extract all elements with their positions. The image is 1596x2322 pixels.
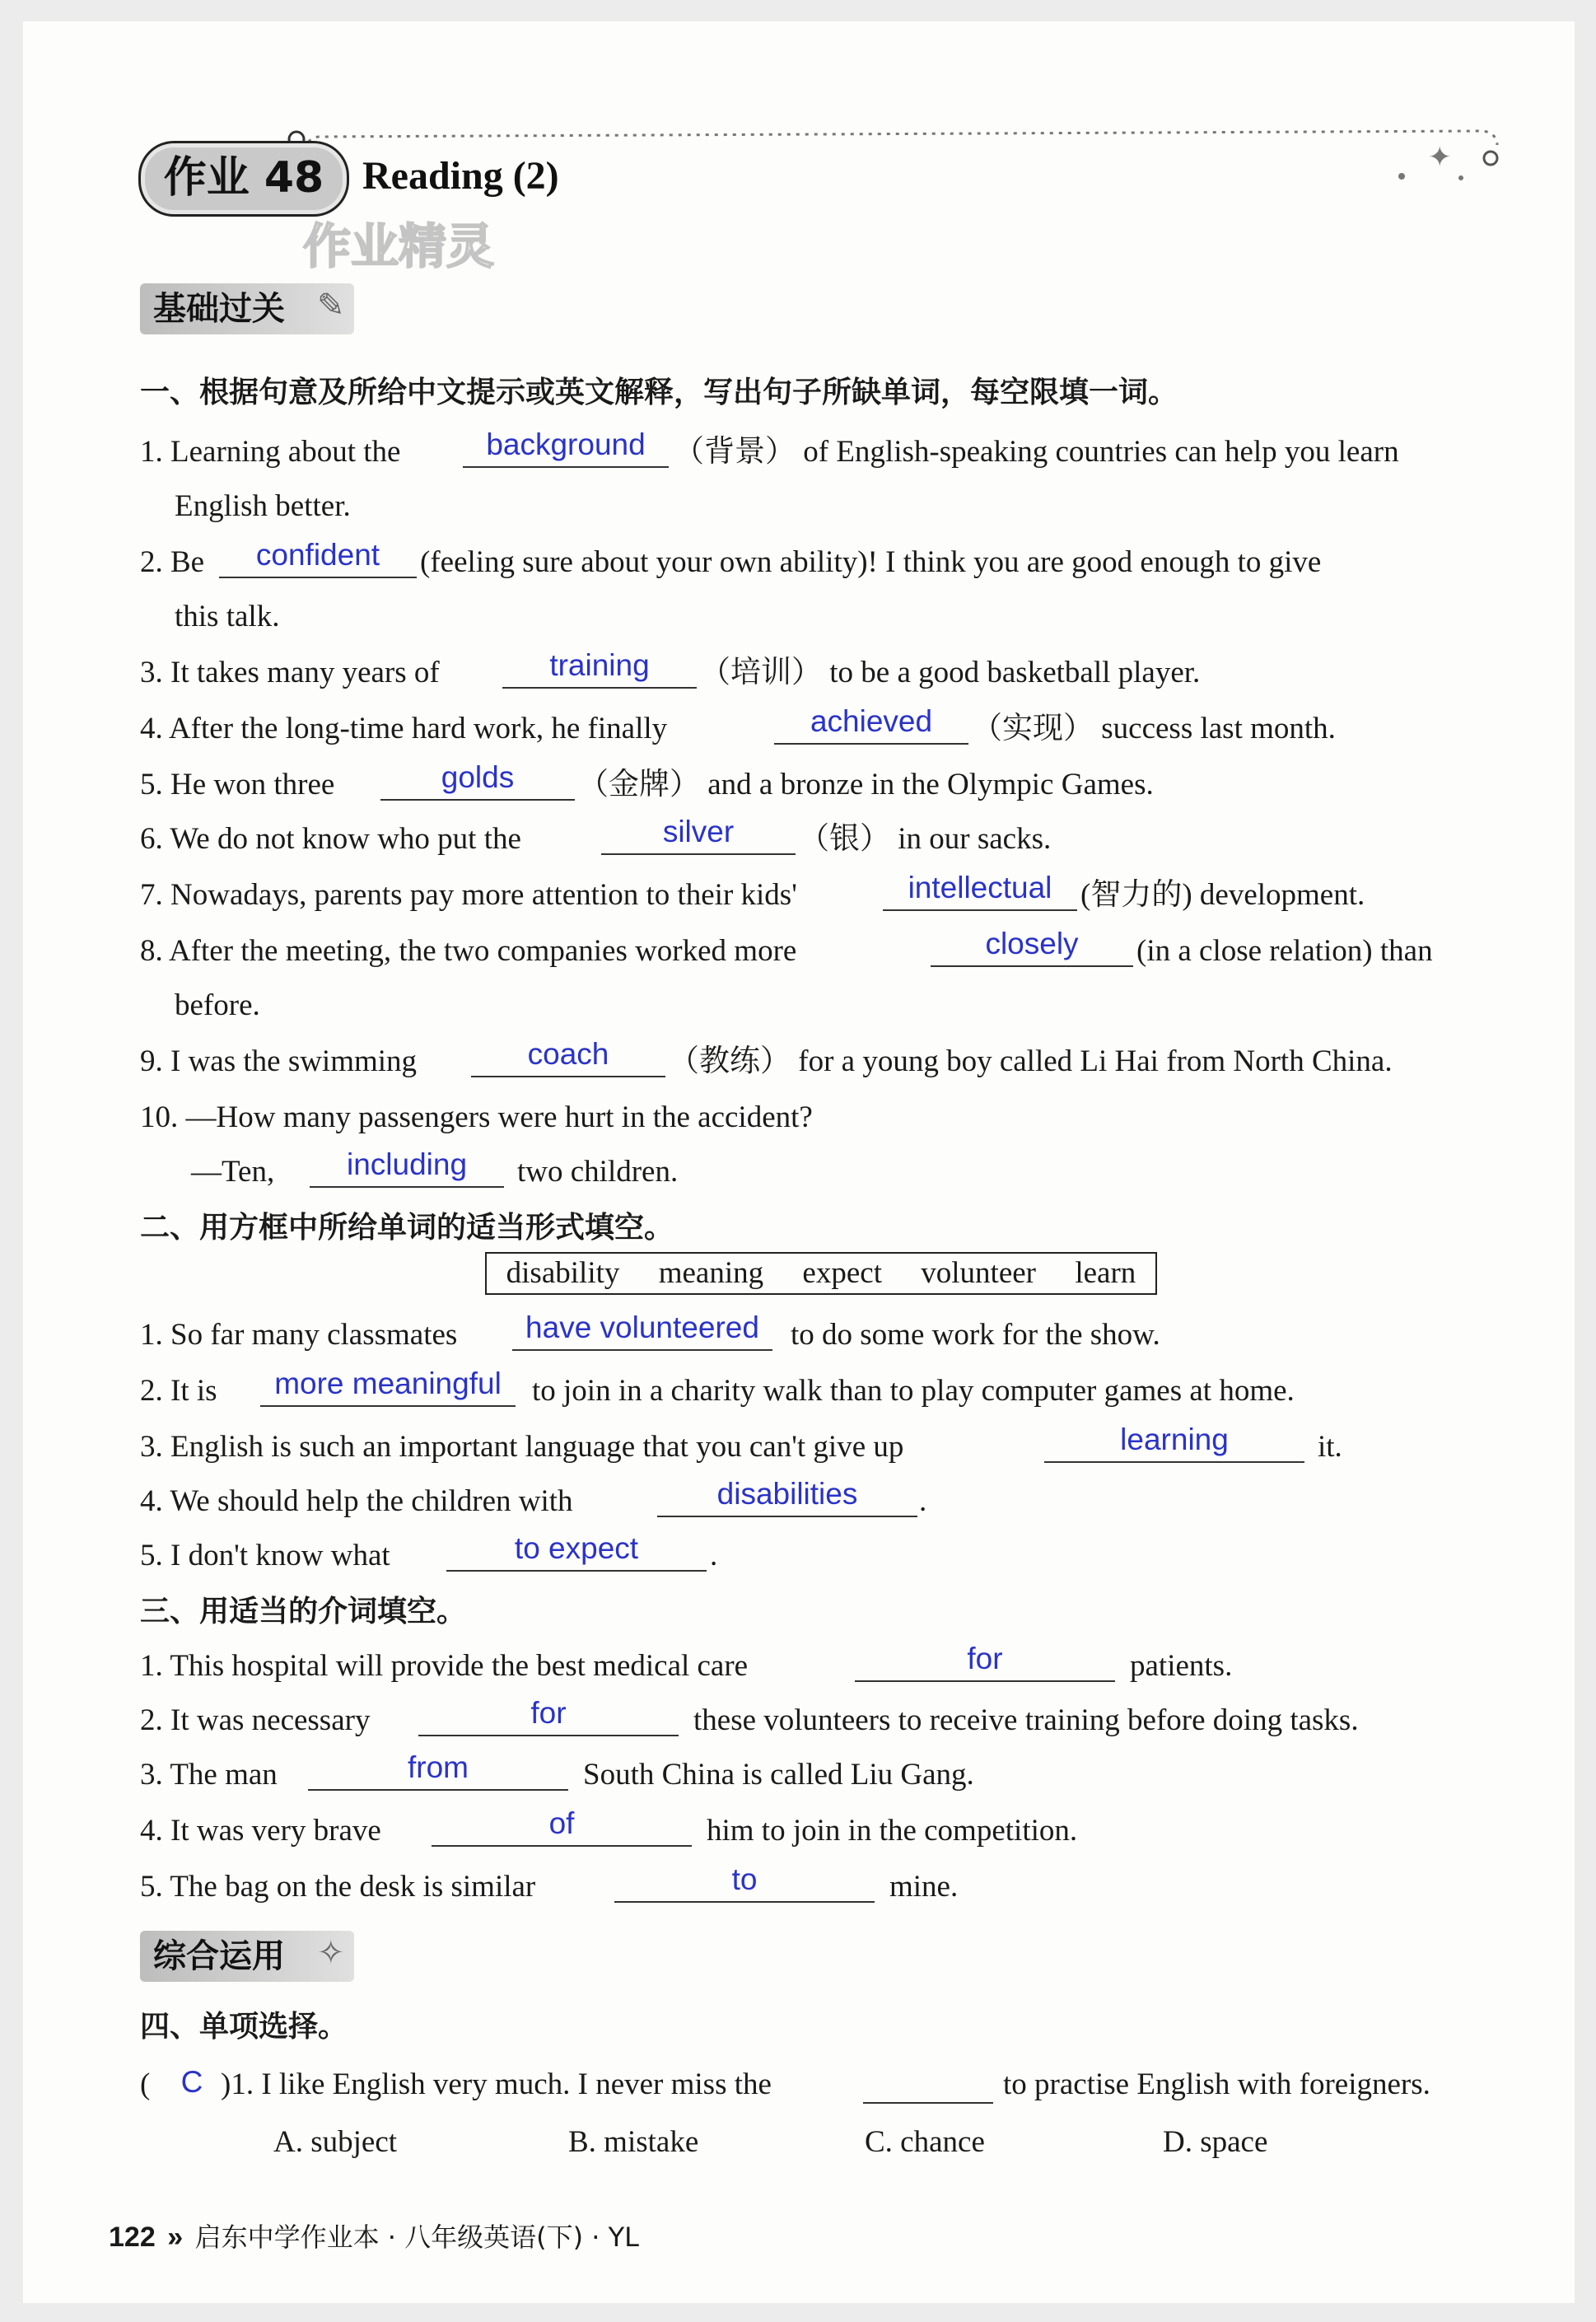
p1-q7-post: (智力的) development.: [1080, 878, 1365, 912]
p1-q4-pre: 4. After the long-time hard work, he finally: [140, 712, 668, 745]
p4-q1-open-paren: (: [140, 2067, 151, 2101]
word-box: [485, 1252, 1157, 1295]
p3-q3-answer: from: [408, 1750, 469, 1784]
p3-q1-pre: 1. This hospital will provide the best medical care: [140, 1649, 749, 1683]
p1-q2-line2: this talk.: [175, 600, 280, 633]
p1-q6-blank: [601, 853, 796, 855]
p1-q9-blank: [471, 1076, 665, 1077]
p4-q1-option-a: A. subject: [273, 2125, 398, 2159]
p1-q4-post: （实现） success last month.: [972, 712, 1336, 745]
p4-q1-option-c: C. chance: [865, 2125, 985, 2159]
p2-q4-post: .: [919, 1484, 927, 1518]
p4-q1-option-d: D. space: [1163, 2125, 1268, 2159]
p1-q2-blank: [219, 577, 417, 578]
section-banner-basic: [140, 283, 354, 334]
p1-q2-pre: 2. Be: [140, 545, 205, 579]
p1-q8-blank: [931, 965, 1133, 967]
p3-q2-blank: [418, 1735, 679, 1736]
word-box-item: volunteer: [921, 1256, 1037, 1290]
p2-q1-pre: 1. So far many classmates: [140, 1318, 458, 1352]
part1-heading: 一、根据句意及所给中文提示或英文解释，写出句子所缺单词，每空限填一词。: [140, 376, 1178, 409]
p3-q5-blank: [614, 1901, 875, 1903]
p1-q8-line2: before.: [175, 988, 260, 1022]
p1-q7-answer: intellectual: [908, 871, 1052, 904]
watermark: 作业精灵: [303, 218, 495, 274]
p4-q1-stem-pre: )1. I like English very much. I never miss the: [221, 2067, 772, 2101]
p1-q4-blank: [774, 743, 968, 745]
p1-q6-answer: silver: [662, 815, 735, 848]
p3-q4-pre: 4. It was very brave: [140, 1814, 381, 1848]
section-banner-basic-label: 基础过关: [153, 290, 285, 328]
p2-q3-answer: learning: [1120, 1423, 1229, 1456]
word-box-item: disability: [506, 1256, 620, 1290]
p4-q1-blank: [863, 2102, 993, 2104]
p2-q3-blank: [1044, 1461, 1304, 1463]
p3-q1-blank: [855, 1680, 1115, 1682]
p1-q6-post: （银） in our sacks.: [799, 822, 1052, 856]
p2-q2-answer: more meaningful: [274, 1367, 502, 1400]
section-banner-comprehensive-label: 综合运用: [153, 1937, 285, 1975]
p3-q5-post: mine.: [889, 1870, 959, 1904]
p3-q1-post: patients.: [1130, 1649, 1233, 1683]
p1-q1-post: （背景） of English-speaking countries can help you learn: [674, 435, 1399, 469]
p1-q2-post: (feeling sure about your own ability)! I think you are good enough to give: [420, 545, 1322, 579]
p1-q10-answer: including: [346, 1147, 468, 1181]
p3-q5-answer: to: [731, 1862, 758, 1896]
p1-q9-pre: 9. I was the swimming: [140, 1044, 418, 1078]
p2-q5-post: .: [710, 1539, 718, 1572]
p1-q5-pre: 5. He won three: [140, 768, 335, 801]
p1-q10-line1: 10. —How many passengers were hurt in the accident?: [140, 1100, 813, 1134]
p1-q3-answer: training: [549, 648, 650, 682]
double-arrow-icon: »: [167, 2222, 184, 2253]
p1-q3-post: （培训） to be a good basketball player.: [700, 656, 1201, 689]
p1-q5-post: （金牌） and a bronze in the Olympic Games.: [578, 768, 1154, 801]
page-title: Reading (2): [362, 154, 559, 198]
p1-q10-pre: —Ten,: [191, 1155, 275, 1189]
p1-q3-blank: [502, 687, 697, 689]
p1-q9-answer: coach: [527, 1037, 609, 1071]
p1-q9-post: （教练） for a young boy called Li Hai from North China.: [669, 1044, 1393, 1078]
p4-q1-stem-post: to practise English with foreigners.: [1003, 2067, 1430, 2101]
p2-q1-blank: [512, 1349, 772, 1351]
word-box-item: meaning: [658, 1256, 764, 1290]
p3-q4-answer: of: [548, 1806, 575, 1840]
p2-q4-blank: [657, 1516, 917, 1517]
p2-q1-post: to do some work for the show.: [791, 1318, 1160, 1352]
p2-q5-answer: to expect: [514, 1531, 639, 1565]
book-title: 启东中学作业本 · 八年级英语(下) · YL: [194, 2222, 639, 2253]
p1-q2-answer: confident: [255, 538, 380, 572]
p1-q1-blank: [463, 466, 669, 468]
p2-q4-answer: disabilities: [716, 1477, 858, 1511]
p1-q1-line2: English better.: [175, 489, 351, 523]
p1-q3-pre: 3. It takes many years of: [140, 656, 440, 689]
sparkle-icon: ✧: [317, 1934, 345, 1972]
pencil-icon: ✎: [317, 287, 345, 325]
part2-heading: 二、用方框中所给单词的适当形式填空。: [140, 1211, 674, 1245]
p1-q10-post: two children.: [517, 1155, 679, 1189]
p3-q5-pre: 5. The bag on the desk is similar: [140, 1870, 536, 1904]
p1-q6-pre: 6. We do not know who put the: [140, 822, 521, 856]
p1-q7-pre: 7. Nowadays, parents pay more attention to their kids': [140, 878, 797, 912]
page-number: 122: [109, 2222, 156, 2253]
p3-q3-post: South China is called Liu Gang.: [583, 1758, 974, 1792]
p4-q1-option-b: B. mistake: [568, 2125, 699, 2159]
p1-q10-blank: [310, 1186, 504, 1188]
section-banner-comprehensive: [140, 1931, 354, 1982]
p1-q1-pre: 1. Learning about the: [140, 435, 401, 469]
word-box-item: learn: [1075, 1256, 1136, 1290]
p1-q5-blank: [380, 799, 575, 801]
svg-text:✦: ✦: [1428, 142, 1452, 173]
p3-q2-pre: 2. It was necessary: [140, 1703, 371, 1737]
p1-q5-answer: golds: [441, 760, 515, 794]
p2-q3-post: it.: [1318, 1430, 1342, 1464]
assignment-badge: [138, 141, 349, 217]
p3-q3-pre: 3. The man: [140, 1758, 278, 1792]
p3-q1-answer: for: [967, 1642, 1003, 1675]
p1-q8-post: (in a close relation) than: [1136, 934, 1433, 968]
p2-q4-pre: 4. We should help the children with: [140, 1484, 573, 1518]
p1-q8-answer: closely: [985, 927, 1079, 960]
p1-q8-pre: 8. After the meeting, the two companies worked more: [140, 934, 797, 968]
p1-q1-answer: background: [486, 427, 646, 461]
p3-q4-blank: [432, 1845, 692, 1847]
p4-q1-answer: C: [180, 2065, 203, 2099]
part4-heading: 四、单项选择。: [140, 2010, 348, 2044]
p3-q4-post: him to join in the competition.: [707, 1814, 1078, 1848]
p2-q3-pre: 3. English is such an important language that you can't give up: [140, 1430, 904, 1464]
p2-q5-pre: 5. I don't know what: [140, 1539, 390, 1572]
p2-q2-pre: 2. It is: [140, 1374, 217, 1408]
p2-q1-answer: have volunteered: [525, 1311, 759, 1344]
p3-q3-blank: [308, 1789, 568, 1791]
assignment-badge-label: 作业 48: [163, 153, 324, 203]
p1-q7-blank: [883, 909, 1077, 911]
part3-heading: 三、用适当的介词填空。: [140, 1595, 467, 1628]
p2-q2-post: to join in a charity walk than to play computer games at home.: [532, 1374, 1295, 1408]
p3-q2-answer: for: [530, 1696, 567, 1730]
p3-q2-post: these volunteers to receive training before doing tasks.: [693, 1703, 1359, 1737]
p2-q2-blank: [260, 1405, 516, 1407]
p2-q5-blank: [446, 1570, 707, 1572]
p1-q4-answer: achieved: [810, 704, 933, 738]
footer: [109, 2219, 639, 2255]
worksheet-page: [23, 21, 1575, 2303]
word-box-item: expect: [802, 1256, 882, 1290]
